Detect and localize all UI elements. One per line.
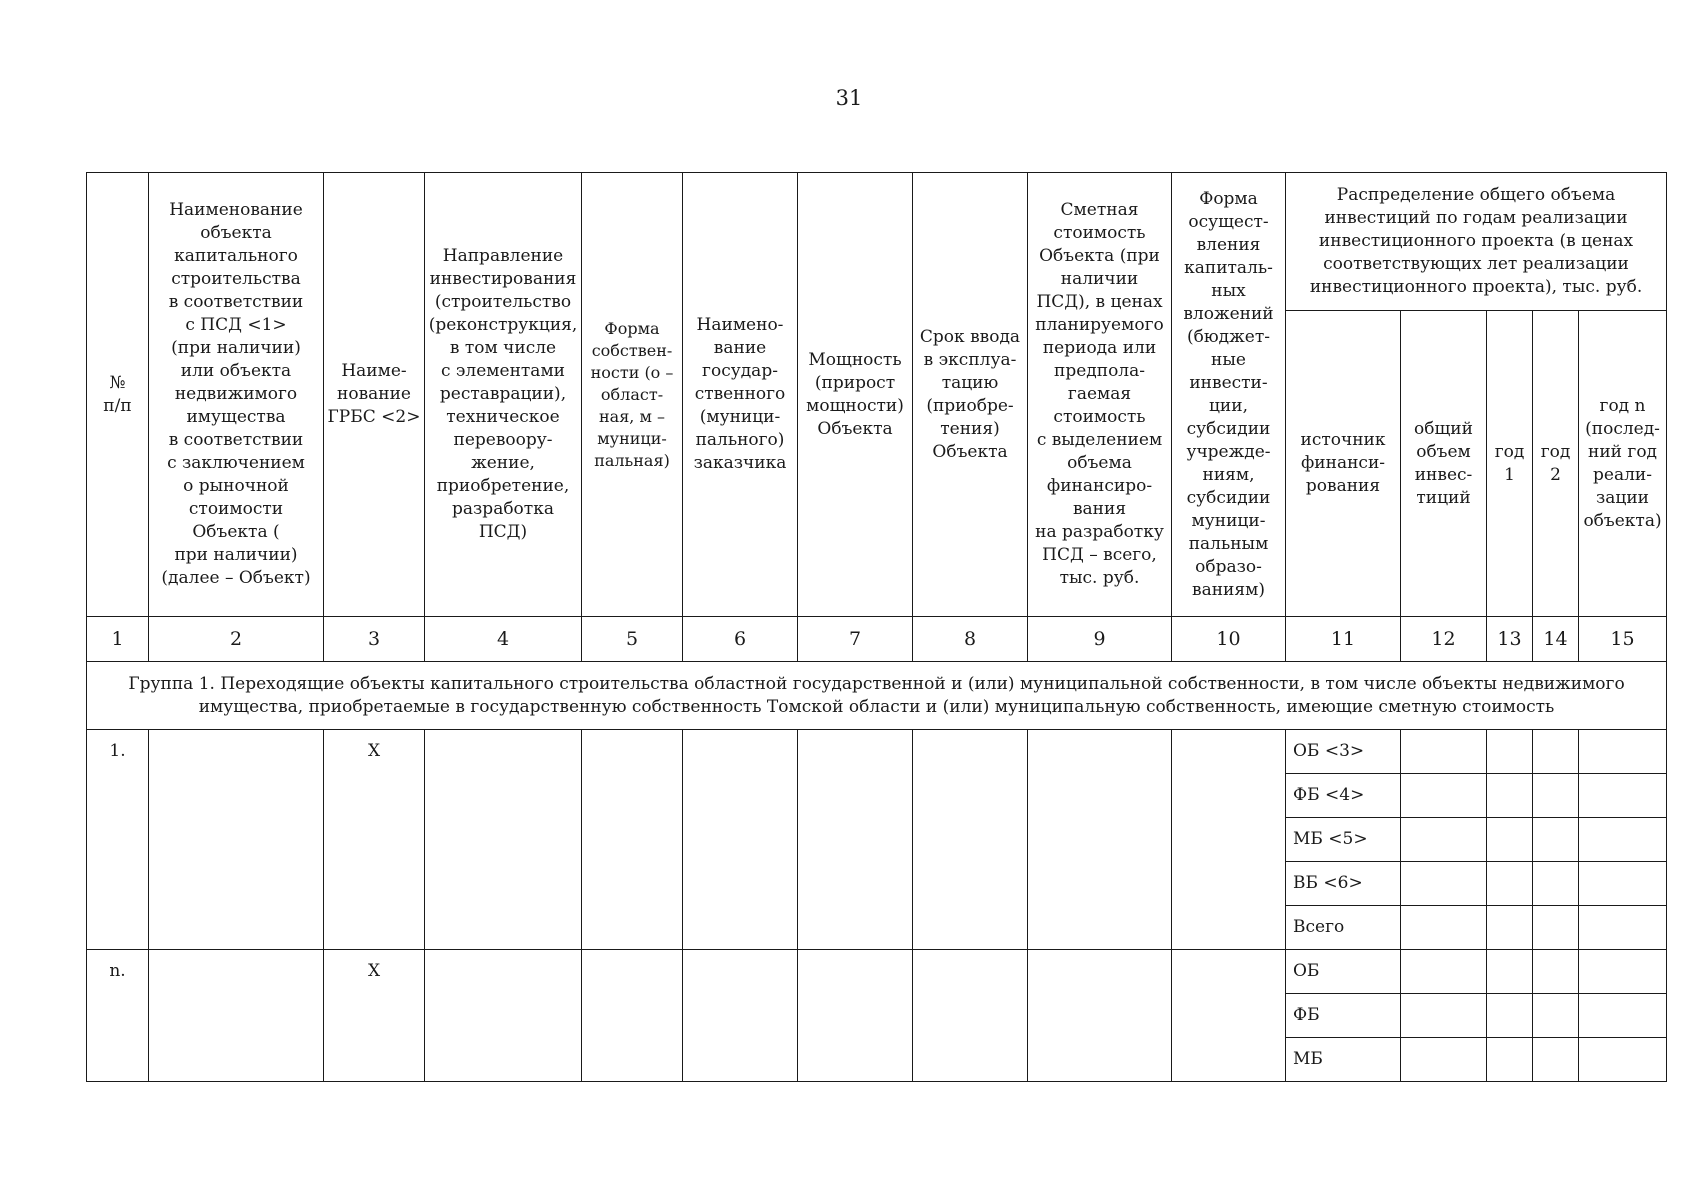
column-number: 12 <box>1401 617 1487 662</box>
year-1-cell[interactable] <box>1487 994 1533 1038</box>
column-number: 13 <box>1487 617 1533 662</box>
header-cell-distribution: Распределение общего объема инвестиций по годам реализации инвестиционного проекта (в ценах соответствующих лет реализации инвестиционного проекта), тыс. руб. <box>1286 173 1667 311</box>
direction-cell[interactable] <box>425 950 582 1082</box>
year-2-cell[interactable] <box>1533 1038 1579 1082</box>
funding-source-cell: МБ <5> <box>1286 818 1401 862</box>
investment-table <box>86 172 1667 1082</box>
header-cell-year-1: год 1 <box>1487 311 1533 617</box>
estimated-cost-cell[interactable] <box>1028 950 1172 1082</box>
year-n-cell[interactable] <box>1579 994 1667 1038</box>
header-cell-year-2: год 2 <box>1533 311 1579 617</box>
total-volume-cell[interactable] <box>1401 1038 1487 1082</box>
total-volume-cell[interactable] <box>1401 730 1487 774</box>
column-number: 10 <box>1172 617 1286 662</box>
column-number: 7 <box>798 617 913 662</box>
row-number: 1. <box>87 730 149 950</box>
table-row <box>87 730 1667 774</box>
investment-form-cell[interactable] <box>1172 730 1286 950</box>
column-number: 14 <box>1533 617 1579 662</box>
header-cell-investment-form: Форма осущест- вления капиталь- ных вложений (бюджет- ные инвести- ции, субсидии учрежде- ниям, субсидии муници- пальным образо- ваниям) <box>1172 173 1286 617</box>
row-number: n. <box>87 950 149 1082</box>
column-number: 6 <box>683 617 798 662</box>
funding-source-cell: Всего <box>1286 906 1401 950</box>
customer-cell[interactable] <box>683 950 798 1082</box>
column-number: 9 <box>1028 617 1172 662</box>
total-volume-cell[interactable] <box>1401 774 1487 818</box>
column-number: 3 <box>324 617 425 662</box>
column-number: 11 <box>1286 617 1401 662</box>
year-2-cell[interactable] <box>1533 862 1579 906</box>
object-name-cell[interactable] <box>149 950 324 1082</box>
year-2-cell[interactable] <box>1533 994 1579 1038</box>
funding-source-cell: ФБ <4> <box>1286 774 1401 818</box>
total-volume-cell[interactable] <box>1401 906 1487 950</box>
column-number: 2 <box>149 617 324 662</box>
header-cell-direction: Направление инвестирования (строительство (реконструкция, в том числе с элементами реставрации), техническое перевоору- жение, приобретение, разработка ПСД) <box>425 173 582 617</box>
year-1-cell[interactable] <box>1487 1038 1533 1082</box>
header-cell-capacity: Мощность (прирост мощности) Объекта <box>798 173 913 617</box>
header-cell-total-volume: общий объем инвес- тиций <box>1401 311 1487 617</box>
header-cell-grbs: Наиме- нование ГРБС <2> <box>324 173 425 617</box>
group-title: Группа 1. Переходящие объекты капитального строительства областной государственной и (или) муниципальной собственности, в том числе объекты недвижимого имущества, приобретаемые в государственную собственность Томской области и (или) муниципальную собственность, имеющие сметную стоимость <box>87 662 1667 730</box>
page-number: 31 <box>835 86 863 110</box>
year-1-cell[interactable] <box>1487 906 1533 950</box>
year-n-cell[interactable] <box>1579 730 1667 774</box>
commissioning-cell[interactable] <box>913 950 1028 1082</box>
total-volume-cell[interactable] <box>1401 994 1487 1038</box>
funding-source-cell: МБ <box>1286 1038 1401 1082</box>
year-2-cell[interactable] <box>1533 730 1579 774</box>
grbs-cell: X <box>324 950 425 1082</box>
header-cell-estimated-cost: Сметная стоимость Объекта (при наличии ПСД), в ценах планируемого периода или предпола- гаемая стоимость с выделением объема финансиро- вания на разработку ПСД – всего, тыс. руб. <box>1028 173 1172 617</box>
column-number: 15 <box>1579 617 1667 662</box>
year-n-cell[interactable] <box>1579 818 1667 862</box>
year-n-cell[interactable] <box>1579 1038 1667 1082</box>
year-1-cell[interactable] <box>1487 862 1533 906</box>
investment-form-cell[interactable] <box>1172 950 1286 1082</box>
header-cell-number: № п/п <box>87 173 149 617</box>
year-n-cell[interactable] <box>1579 862 1667 906</box>
year-1-cell[interactable] <box>1487 818 1533 862</box>
object-name-cell[interactable] <box>149 730 324 950</box>
header-cell-customer: Наимено- вание государ- ственного (муници- пального) заказчика <box>683 173 798 617</box>
estimated-cost-cell[interactable] <box>1028 730 1172 950</box>
funding-source-cell: ФБ <box>1286 994 1401 1038</box>
column-number: 1 <box>87 617 149 662</box>
total-volume-cell[interactable] <box>1401 818 1487 862</box>
year-1-cell[interactable] <box>1487 730 1533 774</box>
header-cell-source: источник финанси- рования <box>1286 311 1401 617</box>
year-n-cell[interactable] <box>1579 950 1667 994</box>
table-row <box>87 950 1667 994</box>
year-2-cell[interactable] <box>1533 906 1579 950</box>
year-1-cell[interactable] <box>1487 774 1533 818</box>
year-2-cell[interactable] <box>1533 774 1579 818</box>
year-1-cell[interactable] <box>1487 950 1533 994</box>
header-row <box>87 173 1667 311</box>
capacity-cell[interactable] <box>798 730 913 950</box>
funding-source-cell: ОБ <3> <box>1286 730 1401 774</box>
ownership-cell[interactable] <box>582 730 683 950</box>
column-number: 4 <box>425 617 582 662</box>
header-cell-object-name: Наименование объекта капитального строительства в соответствии с ПСД <1> (при наличии) или объекта недвижимого имущества в соответствии с заключением о рыночной стоимости Объекта ( при наличии) (далее – Объект) <box>149 173 324 617</box>
total-volume-cell[interactable] <box>1401 950 1487 994</box>
header-cell-ownership: Форма собствен- ности (о – област- ная, м – муници- пальная) <box>582 173 683 617</box>
customer-cell[interactable] <box>683 730 798 950</box>
group-row <box>87 662 1667 730</box>
header-cell-commissioning: Срок ввода в эксплуа- тацию (приобре- тения) Объекта <box>913 173 1028 617</box>
capacity-cell[interactable] <box>798 950 913 1082</box>
year-2-cell[interactable] <box>1533 950 1579 994</box>
column-number: 8 <box>913 617 1028 662</box>
funding-source-cell: ВБ <6> <box>1286 862 1401 906</box>
ownership-cell[interactable] <box>582 950 683 1082</box>
column-number-row <box>87 617 1667 662</box>
commissioning-cell[interactable] <box>913 730 1028 950</box>
funding-source-cell: ОБ <box>1286 950 1401 994</box>
year-n-cell[interactable] <box>1579 906 1667 950</box>
year-n-cell[interactable] <box>1579 774 1667 818</box>
grbs-cell: X <box>324 730 425 950</box>
header-cell-year-n: год n (послед- ний год реали- зации объекта) <box>1579 311 1667 617</box>
year-2-cell[interactable] <box>1533 818 1579 862</box>
column-number: 5 <box>582 617 683 662</box>
total-volume-cell[interactable] <box>1401 862 1487 906</box>
direction-cell[interactable] <box>425 730 582 950</box>
